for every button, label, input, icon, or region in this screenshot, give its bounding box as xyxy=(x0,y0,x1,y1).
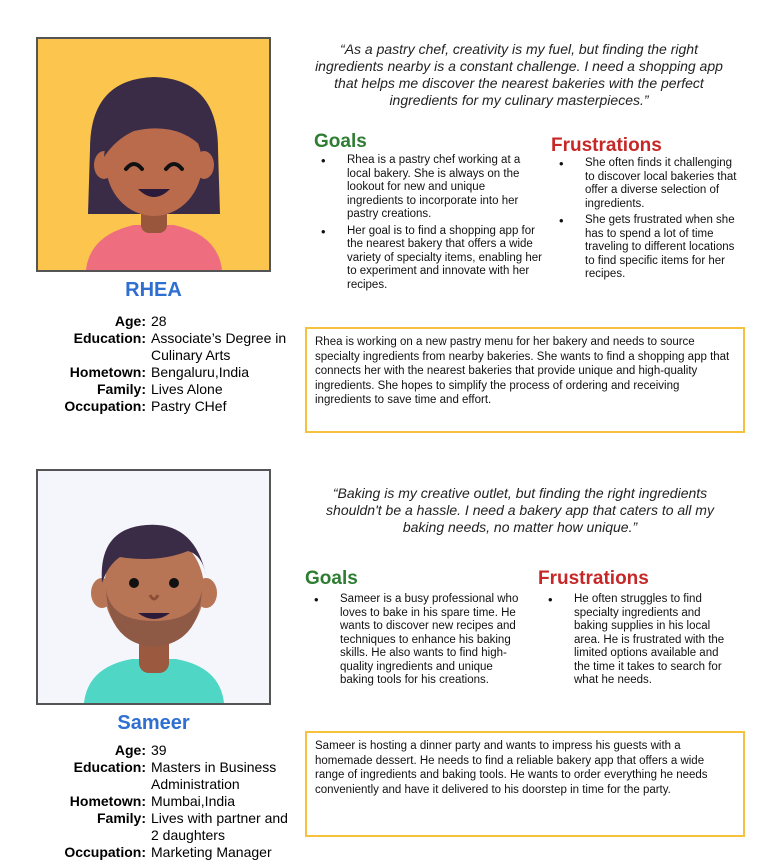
persona-details xyxy=(40,313,290,415)
persona-details xyxy=(40,742,290,861)
frustrations-title: Frustrations xyxy=(538,568,649,589)
man-avatar-icon xyxy=(38,471,269,703)
frustrations-list xyxy=(553,157,739,285)
frustrations-list xyxy=(542,593,736,691)
goals-title: Goals xyxy=(305,568,358,589)
persona-name: Sameer xyxy=(117,712,190,734)
detail-occupation: Occupation: Pastry CHef xyxy=(64,398,227,414)
list-item: • He often struggles to find specialty ingredients and baking supplies in his local area. He is frustrated with the limited options available and the time it takes to search for what he needs. xyxy=(542,593,736,688)
goals-title: Goals xyxy=(314,131,367,152)
list-item: • Her goal is to find a shopping app for the nearest bakery that offers a wide variety of specialty items, enabling her to experiment and innovate with her recipes. xyxy=(315,225,543,293)
goals-list xyxy=(315,154,543,295)
detail-education: Education: Associate’s Degree in Culinary Arts xyxy=(73,330,287,363)
scenario-box: Rhea is working on a new pastry menu for her bakery and needs to source specialty ingredients from nearby bakeries. She wants to find a shopping app that connects her with the nearest bakeries that provide unique and high-quality ingredients. She hopes to simplify the process of ordering and receiving ingredients to save time and effort. xyxy=(305,327,745,433)
list-item: • Rhea is a pastry chef working at a local bakery. She is always on the lookout for new and unique ingredients to incorporate into her pastry creations. xyxy=(315,154,543,222)
scenario-box: Sameer is hosting a dinner party and wants to impress his guests with a homemade dessert. He needs to find a reliable bakery app that offers a wide range of ingredients and baking tools. He wants to order everything he needs conveniently and have it delivered to his doorstep in time for the party. xyxy=(305,731,745,837)
list-item: • Sameer is a busy professional who loves to bake in his spare time. He wants to discover new recipes and techniques to enhance his baking skills. He also wants to find high-quality ingredients and unique baking tools for his creations. xyxy=(308,593,524,688)
persona-name: RHEA xyxy=(125,279,182,301)
persona-quote: “As a pastry chef, creativity is my fuel, but finding the right ingredients nearby is a constant challenge. I need a shopping app that helps me discover the nearest bakeries with the perfect ingredients for my culinary masterpieces.” xyxy=(315,41,723,108)
detail-hometown: Hometown: Bengaluru,India xyxy=(69,364,250,380)
detail-family: Family: Lives with partner and 2 daughters xyxy=(96,810,288,843)
avatar xyxy=(36,469,271,705)
detail-education: Education: Masters in Business Administration xyxy=(73,759,277,792)
goals-list xyxy=(308,593,524,691)
woman-avatar-icon xyxy=(38,39,269,270)
list-item: • She gets frustrated when she has to spend a lot of time traveling to different locations to find specific items for her recipes. xyxy=(553,214,739,282)
persona-quote: “Baking is my creative outlet, but finding the right ingredients shouldn't be a hassle. I need a bakery app that caters to all my baking needs, no matter how unique.” xyxy=(326,485,714,535)
detail-hometown: Hometown: Mumbai,India xyxy=(69,793,236,809)
detail-family: Family: Lives Alone xyxy=(96,381,223,397)
persona-card-sameer xyxy=(0,440,768,866)
detail-occupation: Occupation: Marketing Manager xyxy=(64,844,272,860)
frustrations-title: Frustrations xyxy=(551,135,662,156)
list-item: • She often finds it challenging to discover local bakeries that offer a diverse selection of ingredients. xyxy=(553,157,739,211)
avatar xyxy=(36,37,271,272)
detail-age: Age: 28 xyxy=(114,313,167,329)
detail-age: Age: 39 xyxy=(114,742,167,758)
